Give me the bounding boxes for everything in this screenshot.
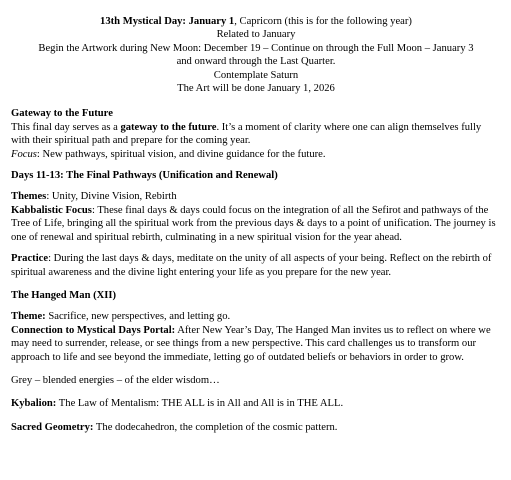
- gateway-focus-label: Focus: [11, 148, 37, 160]
- gateway-focus-text: : New pathways, spiritual vision, and divine guidance for the future.: [36, 148, 326, 160]
- hanged-section: [11, 289, 501, 364]
- kybalion-line: [11, 397, 501, 410]
- header-related: Related to January: [216, 29, 296, 41]
- sacred-geometry-text: The dodecahedron, the completion of the cosmic pattern.: [93, 421, 338, 433]
- gateway-section: [11, 107, 501, 161]
- days-kabbalistic-text: : These final days & days could focus on the integration of all the Sefirot and pathways of the Tree of Life, bringing all the spiritual work from the previous days & days to a point of unification. The journey is one of renewal and spiritual rebirth, culminating in a new spiritual vision for the year ahead.: [11, 204, 496, 243]
- header-contemplate: Contemplate Saturn: [213, 69, 299, 81]
- gateway-text-bold: gateway to the future: [120, 121, 217, 133]
- days-kabbalistic: [11, 204, 501, 244]
- header-artwork-continue: and onward through the Last Quarter.: [176, 56, 336, 68]
- gateway-text-c: . It’s a moment of clarity where one can align themselves fully with their spiritual path and prepare for the coming year.: [11, 121, 482, 147]
- hanged-theme-text: Sacrifice, new perspectives, and letting go.: [45, 311, 231, 323]
- header-artwork-begin: Begin the Artwork during New Moon: December 19 – Continue on through the Full Moon – January 3: [38, 42, 474, 54]
- sacred-geometry-label: Sacred Geometry:: [11, 421, 94, 433]
- hanged-heading: The Hanged Man (XII): [11, 289, 117, 301]
- hanged-theme-label: Theme:: [11, 311, 46, 323]
- hanged-connection-label: Connection to Mystical Days Portal:: [11, 324, 176, 336]
- header-art-date: The Art will be done January 1, 2026: [177, 83, 335, 95]
- hanged-connection-text: After New Year’s Day, The Hanged Man invites us to reflect on where we may need to surrender, release, or see things from a new perspective. This card challenges us to transform our approach to life and see beyond the immediate, letting go of outdated beliefs or behaviors in order to grow.: [11, 324, 491, 363]
- days-practice: [11, 252, 501, 279]
- gateway-heading: Gateway to the Future: [11, 108, 113, 120]
- days-themes-label: Themes: [11, 191, 47, 203]
- header-title-bold: 13th Mystical Day: January 1: [100, 16, 235, 27]
- hanged-connection: [11, 324, 501, 364]
- days-heading: Days 11-13: The Final Pathways (Unification and Renewal): [11, 170, 278, 182]
- days-section: [11, 169, 501, 279]
- kybalion-text: The Law of Mentalism: THE ALL is in All and All is in THE ALL.: [56, 398, 344, 410]
- days-practice-label: Practice: [11, 253, 49, 265]
- grey-line: Grey – blended energies – of the elder wisdom…: [11, 374, 220, 386]
- hanged-theme: [11, 310, 501, 323]
- header-title-rest: , Capricorn (this is for the following year): [234, 16, 412, 27]
- header-title-line: [11, 15, 501, 28]
- gateway-paragraph: [11, 121, 501, 148]
- gateway-text-a: This final day serves as a: [11, 121, 121, 133]
- days-themes-text: : Unity, Divine Vision, Rebirth: [46, 191, 177, 203]
- days-practice-text: : During the last days & days, meditate on the unity of all aspects of your being. Reflect on the rebirth of spiritual awareness and the divine light entering your life as you prepare for the new year.: [11, 253, 492, 278]
- days-themes: [11, 190, 501, 203]
- gateway-focus: [11, 148, 501, 161]
- days-kabbalistic-label: Kabbalistic Focus: [11, 204, 92, 216]
- sacred-geometry-line: [11, 421, 501, 434]
- kybalion-label: Kybalion:: [11, 398, 57, 410]
- document-header: [11, 15, 501, 95]
